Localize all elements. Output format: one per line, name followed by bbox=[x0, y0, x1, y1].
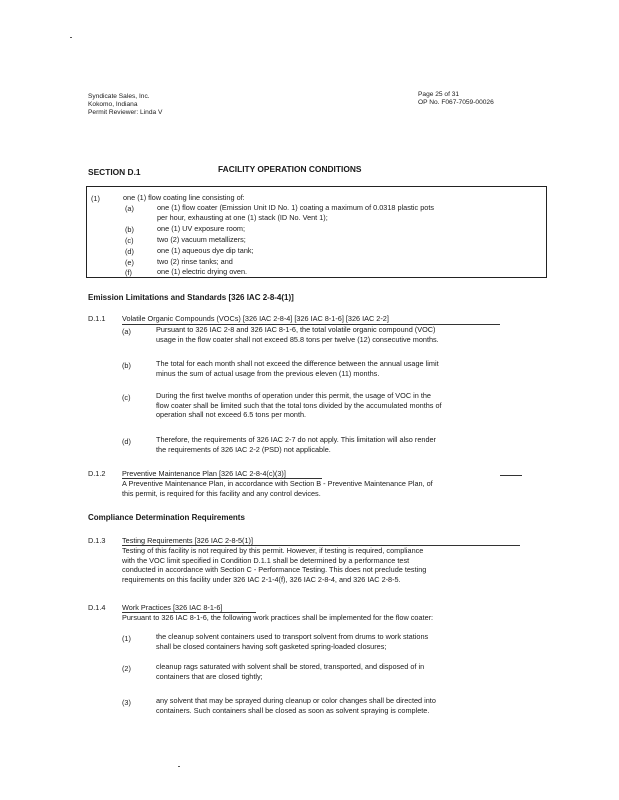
condition-title: Preventive Maintenance Plan [326 IAC 2-8-4(c)(3)] bbox=[122, 469, 286, 478]
facility-item-text: two (2) rinse tanks; and bbox=[157, 257, 233, 266]
company-block bbox=[88, 93, 162, 118]
facility-item-marker: (a) bbox=[125, 204, 134, 213]
company-location: Kokomo, Indiana bbox=[88, 101, 138, 109]
item-marker: (c) bbox=[122, 393, 131, 402]
facility-item-marker: (f) bbox=[125, 268, 132, 277]
section-title: FACILITY OPERATION CONDITIONS bbox=[218, 164, 362, 174]
item-marker: (3) bbox=[122, 698, 131, 707]
title-underline bbox=[500, 475, 522, 476]
condition-title: Work Practices [326 IAC 8-1-6] bbox=[122, 603, 223, 612]
condition-title: Testing Requirements [326 IAC 2-8-5(1)] bbox=[122, 536, 253, 545]
facility-number: (1) bbox=[91, 194, 100, 203]
condition-paragraph: any solvent that may be sprayed during cleanup or color changes shall be directed into containers. Such containers shall be closed as soon as solvent spraying is complete. bbox=[156, 696, 436, 715]
facility-item-marker: (e) bbox=[125, 258, 134, 267]
facility-item-marker: (b) bbox=[125, 225, 134, 234]
scan-speck bbox=[70, 37, 72, 38]
item-marker: (d) bbox=[122, 437, 131, 446]
condition-paragraph: A Preventive Maintenance Plan, in accordance with Section B - Preventive Maintenance Plan, of this permit, is required for this facility and any control devices. bbox=[122, 479, 433, 498]
item-marker: (2) bbox=[122, 664, 131, 673]
page-info bbox=[418, 91, 494, 107]
condition-paragraph: Pursuant to 326 IAC 2-8 and 326 IAC 8-1-6, the total volatile organic compound (VOC) usage in the flow coater shall not exceed 85.8 tons per twelve (12) consecutive months. bbox=[156, 325, 439, 344]
condition-number: D.1.1 bbox=[88, 314, 106, 323]
item-marker: (a) bbox=[122, 327, 131, 336]
compliance-heading: Compliance Determination Requirements bbox=[88, 513, 245, 522]
condition-number: D.1.4 bbox=[88, 603, 106, 612]
facility-item-marker: (c) bbox=[125, 236, 134, 245]
emission-heading: Emission Limitations and Standards [326 IAC 2-8-4(1)] bbox=[88, 293, 294, 302]
facility-item-text: one (1) flow coater (Emission Unit ID No. 1) coating a maximum of 0.0318 plastic pots bbox=[157, 203, 434, 212]
facility-item-text: two (2) vacuum metallizers; bbox=[157, 235, 246, 244]
scan-speck bbox=[178, 766, 180, 767]
company-name: Syndicate Sales, Inc. bbox=[88, 93, 150, 100]
facility-item-text: one (1) UV exposure room; bbox=[157, 224, 246, 233]
section-number: SECTION D.1 bbox=[88, 167, 141, 177]
condition-paragraph: Therefore, the requirements of 326 IAC 2-7 do not apply. This limitation will also render the requirements of 326 IAC 2-2 (PSD) not applicable. bbox=[156, 435, 436, 454]
item-marker: (b) bbox=[122, 361, 131, 370]
condition-title: Volatile Organic Compounds (VOCs) [326 IAC 2-8-4] [326 IAC 8-1-6] [326 IAC 2-2] bbox=[122, 314, 389, 323]
facility-item-marker: (d) bbox=[125, 247, 134, 256]
condition-number: D.1.2 bbox=[88, 469, 106, 478]
condition-number: D.1.3 bbox=[88, 536, 106, 545]
condition-paragraph: the cleanup solvent containers used to transport solvent from drums to work stations shall be closed containers having soft gasketed spring-loaded closures; bbox=[156, 632, 429, 651]
facility-item-text: one (1) electric drying oven. bbox=[157, 267, 248, 276]
item-marker: (1) bbox=[122, 634, 131, 643]
op-number: OP No. F067-7059-00026 bbox=[418, 99, 494, 107]
page-number: Page 25 of 31 bbox=[418, 91, 460, 98]
facility-item-text: one (1) aqueous dye dip tank; bbox=[157, 246, 254, 255]
condition-paragraph: Testing of this facility is not required by this permit. However, if testing is required, compliance with the VOC limit specified in Condition D.1.1 shall be determined by a performance test conducted in accordance with Section C - Performance Testing. This does not preclude testing requirements on this facility under 326 IAC 2-1-4(f), 326 IAC 2-8-4, and 326 IAC 2-8-5. bbox=[122, 546, 427, 584]
condition-paragraph: During the first twelve months of operation under this permit, the usage of VOC in the flow coater shall be limited such that the total tons divided by the accumulated months of operation shall not exceed 6.5 tons per month. bbox=[156, 391, 442, 420]
facility-item-text: per hour, exhausting at one (1) stack (ID No. Vent 1); bbox=[157, 213, 328, 222]
permit-reviewer: Permit Reviewer: Linda V bbox=[88, 109, 163, 117]
facility-description-box bbox=[86, 186, 547, 278]
condition-paragraph: The total for each month shall not exceed the difference between the annual usage limit minus the sum of actual usage from the previous eleven (11) months. bbox=[156, 359, 439, 378]
facility-intro: one (1) flow coating line consisting of: bbox=[123, 193, 245, 202]
condition-intro: Pursuant to 326 IAC 8-1-6, the following work practices shall be implemented for the flow coater: bbox=[122, 613, 434, 622]
condition-paragraph: cleanup rags saturated with solvent shall be stored, transported, and disposed of in containers that are closed tightly; bbox=[156, 662, 425, 681]
